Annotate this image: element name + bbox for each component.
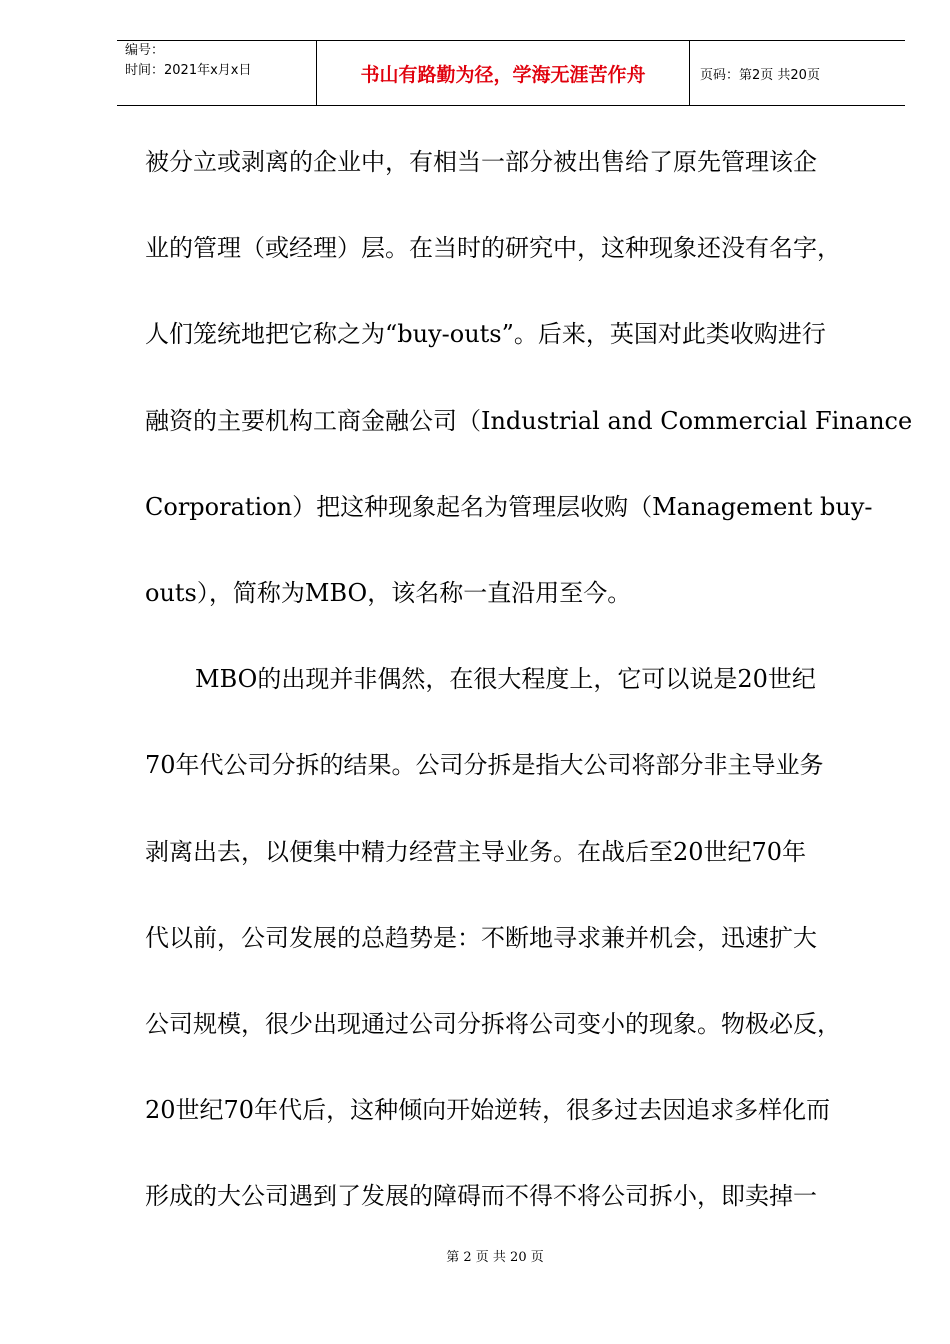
- text-line: 人们笼统地把它称之为“buy-outs”。后来，英国对此类收购进行: [145, 320, 826, 349]
- page-footer: 第 2 页 共 20 页: [446, 1250, 544, 1265]
- serial-number-label: 编号：: [125, 43, 165, 58]
- text-line: 公司规模，很少出现通过公司分拆将公司变小的现象。物极必反，: [145, 1009, 841, 1038]
- body-text: [145, 137, 913, 1257]
- date-label: 时间：2021年x月x日: [125, 63, 252, 78]
- text-line: Corporation）把这种现象起名为管理层收购（Management buy-: [145, 492, 873, 521]
- text-line: MBO的出现并非偶然，在很大程度上，它可以说是20世纪: [195, 665, 816, 694]
- page-code-label: 页码：第2页 共20页: [700, 67, 820, 83]
- text-line: 被分立或剥离的企业中，有相当一部分被出售给了原先管理该企: [145, 148, 817, 176]
- text-line: 20世纪70年代后，这种倾向开始逆转，很多过去因追求多样化而: [145, 1096, 831, 1125]
- text-line: 形成的大公司遇到了发展的障碍而不得不将公司拆小，即卖掉一: [145, 1182, 817, 1211]
- text-line: 代以前，公司发展的总趋势是：不断地寻求兼并机会，迅速扩大: [145, 923, 817, 952]
- text-line: outs），简称为MBO，该名称一直沿用至今。: [145, 578, 632, 607]
- text-line: 融资的主要机构工商金融公司（Industrial and Commercial Finance: [145, 406, 913, 435]
- header-meta-cell: [117, 41, 316, 105]
- motto-text: 书山有路勤为径，学海无涯苦作舟: [360, 63, 646, 86]
- text-line: 70年代公司分拆的结果。公司分拆是指大公司将部分非主导业务: [145, 751, 824, 780]
- page-header: [117, 40, 905, 106]
- header-page-cell: [690, 41, 905, 105]
- header-motto-cell: [316, 41, 690, 105]
- text-line: 业的管理（或经理）层。在当时的研究中，这种现象还没有名字，: [145, 234, 841, 263]
- text-line: 剥离出去，以便集中精力经营主导业务。在战后至20世纪70年: [145, 837, 807, 866]
